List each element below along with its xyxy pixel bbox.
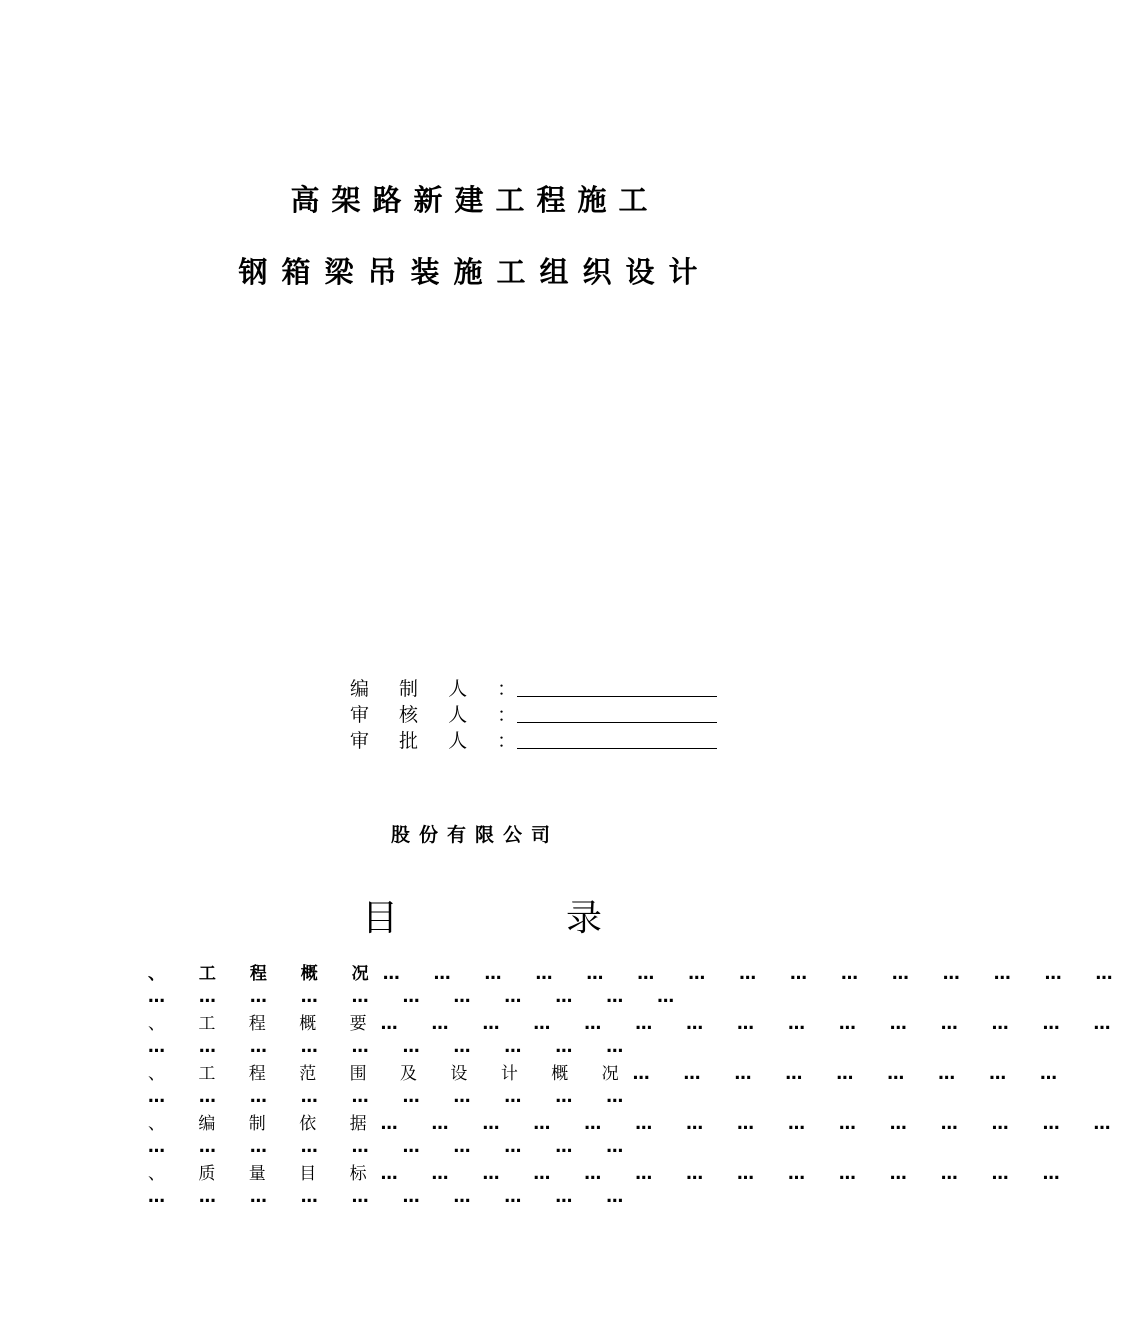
signature-line bbox=[517, 748, 717, 749]
company-name: 股份有限公司 bbox=[390, 824, 559, 846]
signature-row-author bbox=[350, 676, 730, 702]
signature-row-reviewer bbox=[350, 702, 730, 728]
signature-label: 审 核 人 ： bbox=[350, 704, 529, 726]
signature-label: 审 批 人 ： bbox=[350, 730, 529, 752]
toc-heading-left: 目 bbox=[362, 898, 399, 939]
toc-entry[interactable] bbox=[148, 1112, 1125, 1158]
toc-entry-label: 、 工 程 概 况 bbox=[148, 964, 383, 984]
toc-heading bbox=[362, 896, 602, 942]
toc-entry-label: 、 编 制 依 据 bbox=[148, 1114, 381, 1134]
toc-entry[interactable] bbox=[148, 1162, 1074, 1208]
signature-line bbox=[517, 722, 717, 723]
toc-leader-dots: … … … … … … … … … … bbox=[148, 1037, 638, 1057]
toc-entry-label: 、 工 程 范 围 及 设 计 概 况 bbox=[148, 1064, 633, 1084]
toc-leader-dots: … … … … … … … … … bbox=[632, 1064, 1071, 1084]
signature-label: 编 制 人 ： bbox=[350, 678, 529, 700]
toc-leader-dots: … … … … … … … … … … … bbox=[148, 987, 689, 1007]
toc-entry[interactable] bbox=[148, 1012, 1125, 1058]
document-title-line-2: 钢箱梁吊装施工组织设计 bbox=[238, 255, 712, 289]
toc-leader-dots: … … … … … … … … … … … … … … … bbox=[380, 1114, 1125, 1134]
document-title-line-1: 高架路新建工程施工 bbox=[290, 183, 660, 217]
toc-entry-label: 、 工 程 概 要 bbox=[148, 1014, 381, 1034]
toc-leader-dots: … … … … … … … … … … … … … … … bbox=[382, 964, 1127, 984]
toc-entry[interactable] bbox=[148, 962, 1127, 1008]
signature-line bbox=[517, 696, 717, 697]
signature-block bbox=[350, 676, 730, 754]
toc-leader-dots: … … … … … … … … … … bbox=[148, 1187, 638, 1207]
toc-entry-label: 、 质 量 目 标 bbox=[148, 1164, 381, 1184]
toc-leader-dots: … … … … … … … … … … bbox=[148, 1087, 638, 1107]
signature-row-approver bbox=[350, 728, 730, 754]
toc-heading-right: 录 bbox=[565, 898, 602, 939]
toc-leader-dots: … … … … … … … … … … bbox=[148, 1137, 638, 1157]
toc-leader-dots: … … … … … … … … … … … … … … … bbox=[380, 1014, 1125, 1034]
toc-entry[interactable] bbox=[148, 1062, 1071, 1108]
toc-leader-dots: … … … … … … … … … … … … … … bbox=[380, 1164, 1074, 1184]
